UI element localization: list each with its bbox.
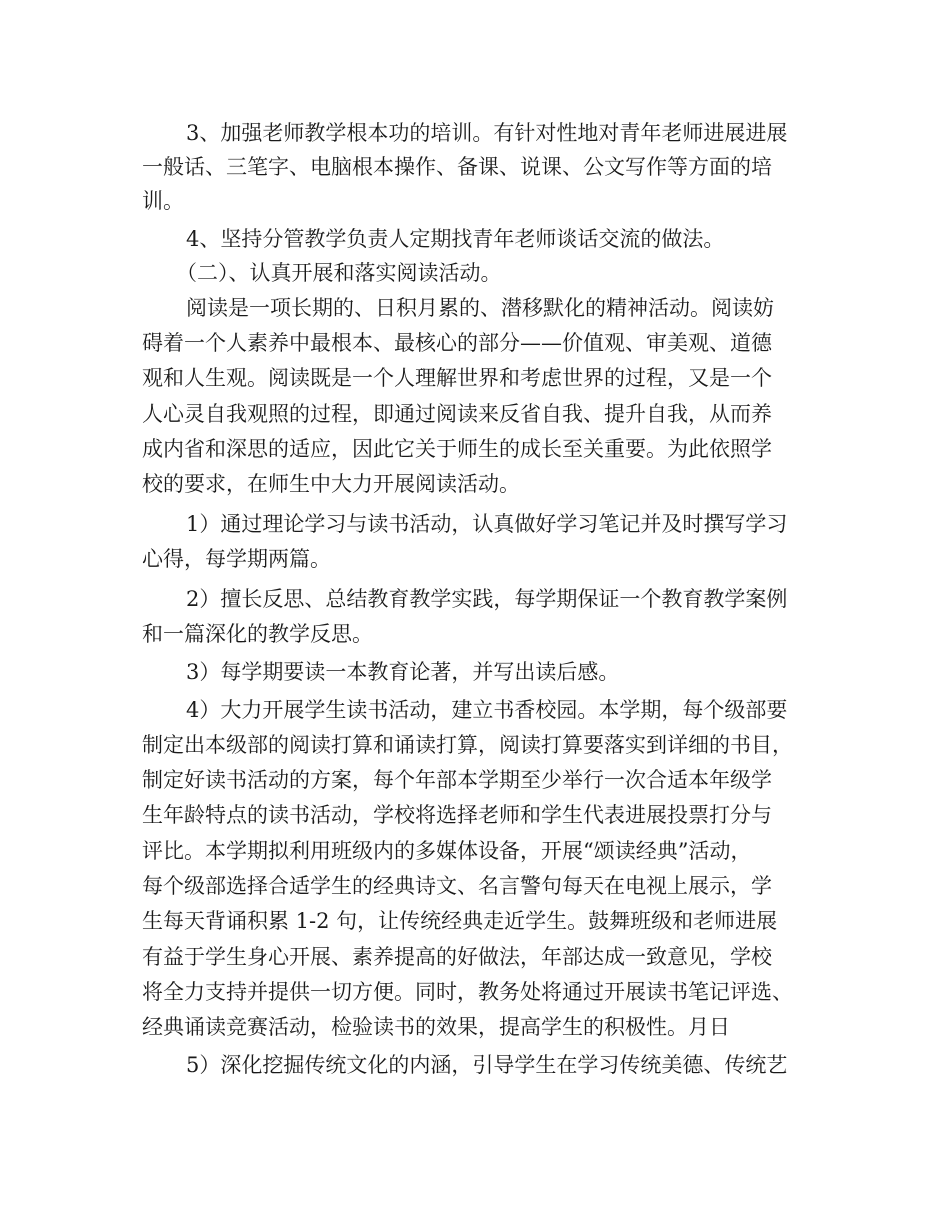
line-text: 心得，每学期两篇。 <box>142 547 331 571</box>
text-line <box>0 869 950 903</box>
line-text: 人心灵自我观照的过程，即通过阅读来反省自我、提升自我，从而养 <box>142 402 772 426</box>
line-text: 5）深化挖掘传统文化的内涵，引导学生在学习传统美德、传统艺 <box>186 1053 788 1077</box>
line-text: 生每天背诵积累 1-2 句，让传统经典走近学生。鼓舞班级和老师进展 <box>142 909 778 933</box>
line-text: 1）通过理论学习与读书活动，认真做好学习笔记并及时撰写学习 <box>186 512 788 536</box>
line-text: 3、加强老师教学根本功的培训。有针对性地对青年老师进展进展 <box>186 121 788 145</box>
text-line <box>0 507 950 541</box>
text-line <box>0 1010 950 1044</box>
text-line <box>0 940 950 974</box>
text-line <box>0 1048 950 1082</box>
line-text: 将全力支持并提供一切方便。同时，教务处将通过开展读书笔记评选、 <box>142 980 793 1004</box>
text-line <box>0 582 950 616</box>
text-line <box>0 975 950 1009</box>
line-text: 制定好读书活动的方案，每个年部本学期至少举行一次合适本年级学 <box>142 768 772 792</box>
line-text: 碍着一个人素养中最根本、最核心的部分——价值观、审美观、道德 <box>142 331 772 355</box>
line-text: 4、坚持分管教学负责人定期找青年老师谈话交流的做法。 <box>186 227 725 251</box>
line-text: 生年龄特点的读书活动，学校将选择老师和学生代表进展投票打分与 <box>142 803 772 827</box>
text-line <box>0 326 950 360</box>
line-text: 有益于学生身心开展、素养提高的好做法，年部达成一致意见，学校 <box>142 945 772 969</box>
line-text: 校的要求，在师生中大力开展阅读活动。 <box>142 472 520 496</box>
line-text: 观和人生观。阅读既是一个人理解世界和考虑世界的过程，又是一个 <box>142 366 772 390</box>
text-line <box>0 728 950 762</box>
text-line <box>0 291 950 325</box>
text-line <box>0 617 950 651</box>
line-text: 训。 <box>142 189 184 213</box>
text-line <box>0 116 950 150</box>
text-line <box>0 361 950 395</box>
line-text: （二）、认真开展和落实阅读活动。 <box>176 261 502 285</box>
line-text: 阅读是一项长期的、日积月累的、潜移默化的精神活动。阅读妨 <box>186 296 774 320</box>
text-line <box>0 222 950 256</box>
line-text: 4）大力开展学生读书活动，建立书香校园。本学期，每个级部要 <box>186 698 788 722</box>
line-text: 一般话、三笔字、电脑根本操作、备课、说课、公文写作等方面的培 <box>142 155 772 179</box>
text-line <box>0 904 950 938</box>
text-line <box>0 150 950 184</box>
text-line <box>0 397 950 431</box>
text-line <box>0 834 950 868</box>
text-line <box>0 184 950 218</box>
line-text: 2）擅长反思、总结教育教学实践，每学期保证一个教育教学案例 <box>186 587 788 611</box>
line-text: 评比。本学期拟利用班级内的多媒体设备，开展“颂读经典”活动， <box>142 839 752 863</box>
text-line <box>0 655 950 689</box>
text-line <box>0 693 950 727</box>
line-text: 和一篇深化的教学反思。 <box>142 622 373 646</box>
line-text: 成内省和深思的适应，因此它关于师生的成长至关重要。为此依照学 <box>142 437 772 461</box>
line-text: 制定出本级部的阅读打算和诵读打算，阅读打算要落实到详细的书目， <box>142 733 793 757</box>
text-line <box>0 432 950 466</box>
text-line <box>0 542 950 576</box>
line-text: 经典诵读竞赛活动，检验读书的效果，提高学生的积极性。月日 <box>142 1015 730 1039</box>
line-text: 3）每学期要读一本教育论著，并写出读后感。 <box>186 660 620 684</box>
line-text: 每个级部选择合适学生的经典诗文、名言警句每天在电视上展示，学 <box>142 874 772 898</box>
text-line <box>0 467 950 501</box>
text-line <box>0 798 950 832</box>
text-line <box>0 763 950 797</box>
section-heading <box>0 256 950 290</box>
